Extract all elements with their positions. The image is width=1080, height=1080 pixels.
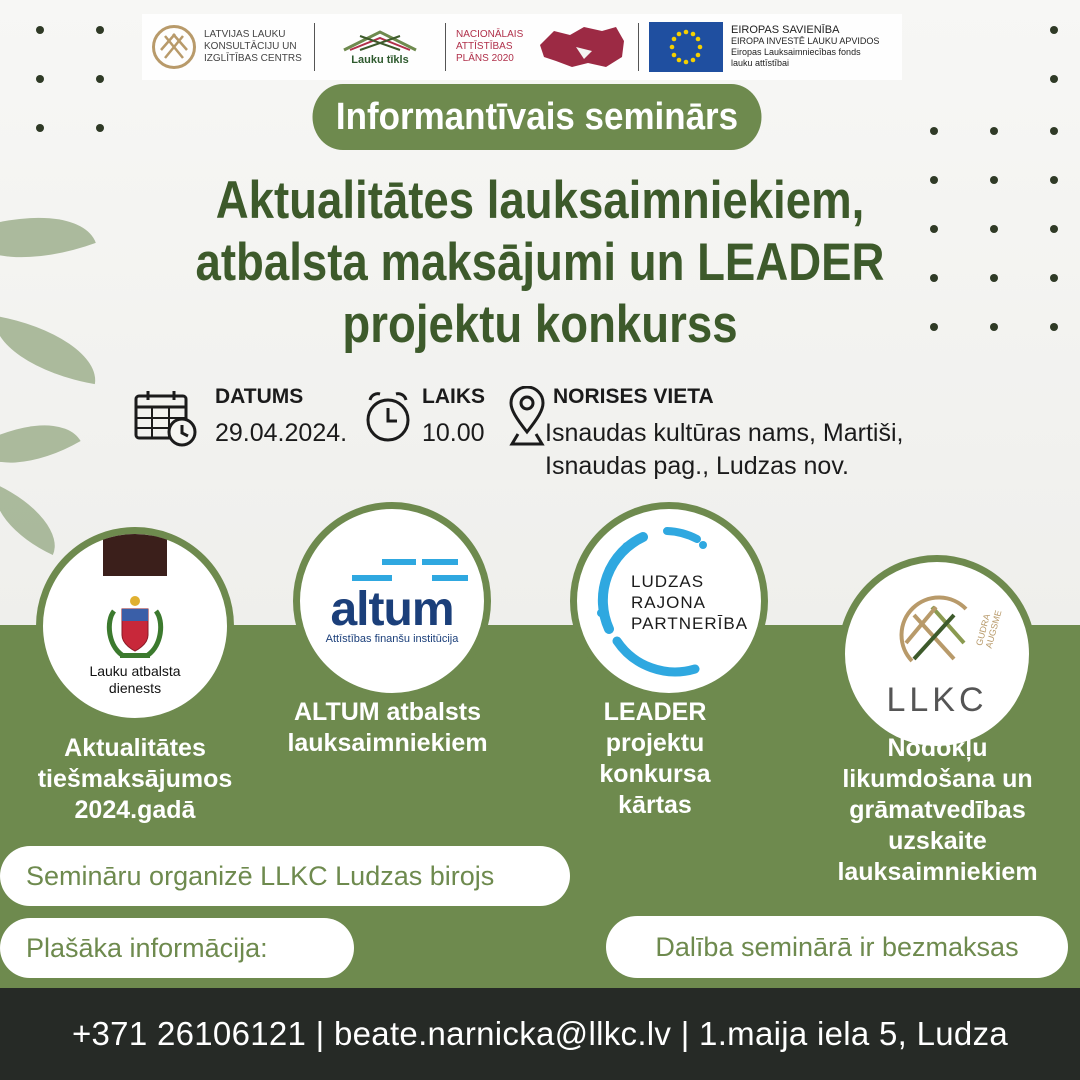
place-label: NORISES VIETA	[553, 385, 714, 408]
event-title-line2: atbalsta maksājumi un LEADER	[195, 233, 885, 292]
eu-logo	[639, 14, 889, 80]
partner-logo-altum	[293, 502, 491, 700]
partner-logo-llkc	[838, 555, 1036, 753]
altum-logo-subtitle: Attīstības finanšu institūcija	[325, 633, 459, 645]
eu-title: EIROPAS SAVIENĪBA	[731, 24, 840, 36]
eu-line1: EIROPA INVESTĒ LAUKU APVIDOS	[731, 36, 880, 46]
organizer-pill: Semināru organizē LLKC Ludzas birojs	[0, 846, 570, 906]
lauku-tikls-logo	[315, 14, 445, 80]
event-title-line1: Aktualitātes lauksaimniekiem,	[215, 171, 865, 230]
partner-logo-lrp	[570, 502, 768, 700]
topic-3: LEADER projektu konkursa kārtas	[599, 698, 711, 819]
llkc-subtitle: GUDRA AUGSME	[974, 609, 1004, 650]
lrp-logo-text: LUDZAS RAJONA PARTNERĪBA	[631, 572, 749, 633]
more-info-pill: Plašāka informācija:	[0, 918, 354, 978]
event-title-line3: projektu konkurss	[342, 295, 738, 354]
llkc-logo	[142, 14, 314, 80]
calendar-icon	[134, 390, 200, 448]
date-value: 29.04.2024.	[215, 419, 348, 447]
contact-footer	[0, 988, 1080, 1080]
place-line1: Isnaudas kultūras nams, Martiši,	[545, 419, 904, 447]
date-label: DATUMS	[215, 385, 304, 408]
partner-logo-lad	[36, 527, 234, 725]
time-label: LAIKS	[422, 385, 485, 408]
nap-logo	[446, 14, 638, 80]
lad-logo-text: Lauku atbalsta dienests	[89, 663, 181, 696]
nap-line2: ATTĪSTĪBAS	[456, 41, 513, 52]
contact-text: +371 26106121 | beate.narnicka@llkc.lv | 1.maija iela 5, Ludza	[71, 1015, 1009, 1052]
topic-1: Aktualitātes tiešmaksājumos 2024.gadā	[37, 734, 233, 824]
lauku-tikls-emblem-icon	[340, 28, 420, 54]
place-line2: Isnaudas pag., Ludzas nov.	[545, 452, 849, 480]
nap-line1: NACIONĀLAIS	[456, 29, 524, 40]
nap-line3: PLĀNS 2020	[456, 53, 514, 64]
topic-2: ALTUM atbalsts lauksaimniekiem	[287, 698, 488, 757]
eu-line2: Eiropas Lauksaimniecības fonds	[731, 47, 861, 57]
topic-4: Nodokļu likumdošana un grāmatvedības uzskaite lauksaimniekiem	[837, 734, 1038, 886]
coat-of-arms-icon	[100, 591, 170, 663]
altum-logo-text: altum	[330, 583, 454, 636]
free-participation-pill: Dalība seminārā ir bezmaksas	[606, 916, 1068, 978]
llkc-logo-text: LLKC	[886, 680, 988, 719]
llkc-emblem-icon	[892, 589, 982, 679]
llkc-logo-text: LATVIJAS LAUKU KONSULTĀCIJU UN IZGLĪTĪBAS CENTRS	[204, 29, 302, 64]
eu-line3: lauku attīstībai	[731, 58, 790, 68]
alarm-clock-icon	[364, 390, 414, 444]
lauku-tikls-text: Lauku tīkls	[351, 54, 409, 66]
time-value: 10.00	[422, 419, 485, 447]
sponsor-logo-bar	[142, 14, 902, 80]
location-pin-icon	[508, 386, 546, 448]
latvia-map-icon	[536, 23, 628, 71]
eu-flag-icon	[649, 22, 723, 72]
llkc-emblem-icon	[152, 25, 196, 69]
event-type-badge: Informantīvais seminārs	[313, 84, 762, 150]
event-title	[187, 170, 892, 356]
